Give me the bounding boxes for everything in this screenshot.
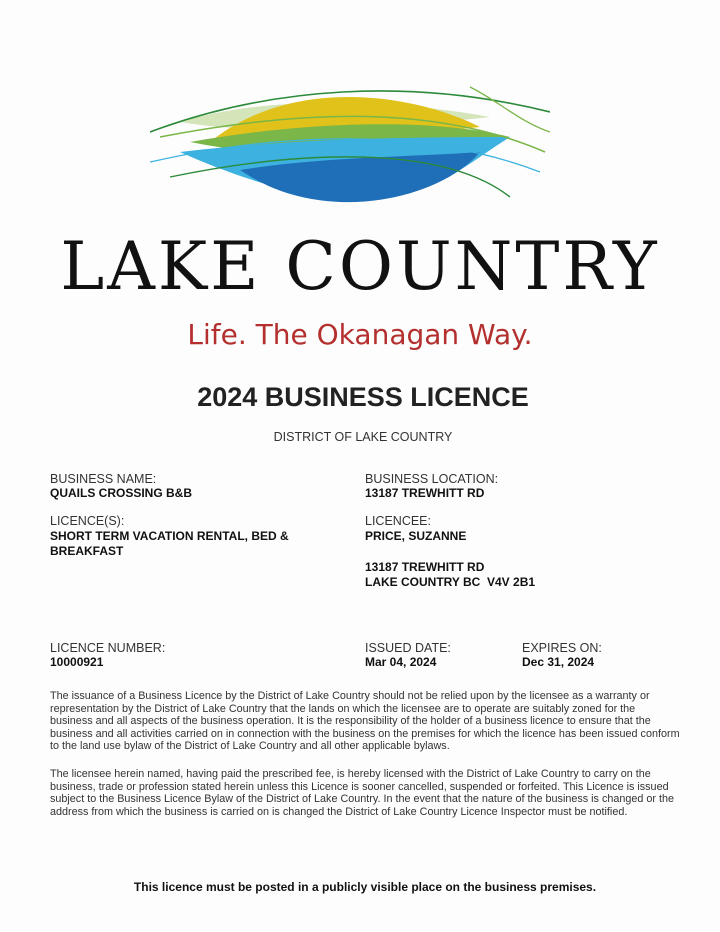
licencee-label: LICENCEE: [365, 514, 431, 528]
licences-value-line2: BREAKFAST [50, 544, 124, 558]
posting-notice: This licence must be posted in a publicly visible place on the business premises. [133, 880, 597, 894]
licences-value-line1: SHORT TERM VACATION RENTAL, BED & [50, 529, 289, 543]
licence-title: 2024 BUSINESS LICENCE [197, 382, 529, 412]
business-name-value: QUAILS CROSSING B&B [50, 486, 193, 500]
disclaimer-paragraph: The issuance of a Business Licence by the District of Lake Country should not be relied upon by the licensee as a warranty or representation by the District of Lake Country that the lands on which the licensee are to operate are suitably zoned for the business and all aspects of the business operation. It is the responsibility of the holder of a business licence to ensure that the business and all activities carried on in connection with the business on the premises for which the licence has been issued conform to the land use bylaw of the District of Lake Country and all other applicable bylaws. [50, 690, 680, 753]
business-location-label: BUSINESS LOCATION: [365, 472, 499, 486]
issued-date-value: Mar 04, 2024 [365, 655, 437, 669]
brand-name: LAKE COUNTRY [60, 228, 660, 305]
issued-date-label: ISSUED DATE: [365, 641, 451, 655]
licence-number-value: 10000921 [50, 655, 104, 669]
licencee-address-line1: 13187 TREWHITT RD [365, 560, 485, 574]
licencee-address-line2: LAKE COUNTRY BC V4V 2B1 [365, 575, 536, 589]
district-name: DISTRICT OF LAKE COUNTRY [273, 430, 453, 444]
licencee-value: PRICE, SUZANNE [365, 529, 467, 543]
licensing-terms-paragraph: The licensee herein named, having paid the prescribed fee, is hereby licensed with the District of Lake Country to carry on the business, trade or profession stated herein unless this Licence is sooner cancelled, suspended or forfeited. This Licence is issued subject to the Business Licence Bylaw of the District of Lake Country. In the event that the nature of the business is changed or the address from which the business is carried on is changed the District of Lake Country Licence Inspector must be notified. [50, 768, 674, 818]
business-name-label: BUSINESS NAME: [50, 472, 157, 486]
expires-on-value: Dec 31, 2024 [522, 655, 595, 669]
licence-number-label: LICENCE NUMBER: [50, 641, 166, 655]
lake-country-wave-logo-icon [150, 82, 550, 210]
licences-label: LICENCE(S): [50, 514, 125, 528]
expires-on-label: EXPIRES ON: [522, 641, 602, 655]
business-location-value: 13187 TREWHITT RD [365, 486, 485, 500]
tagline: Life. The Okanagan Way. [187, 318, 533, 351]
